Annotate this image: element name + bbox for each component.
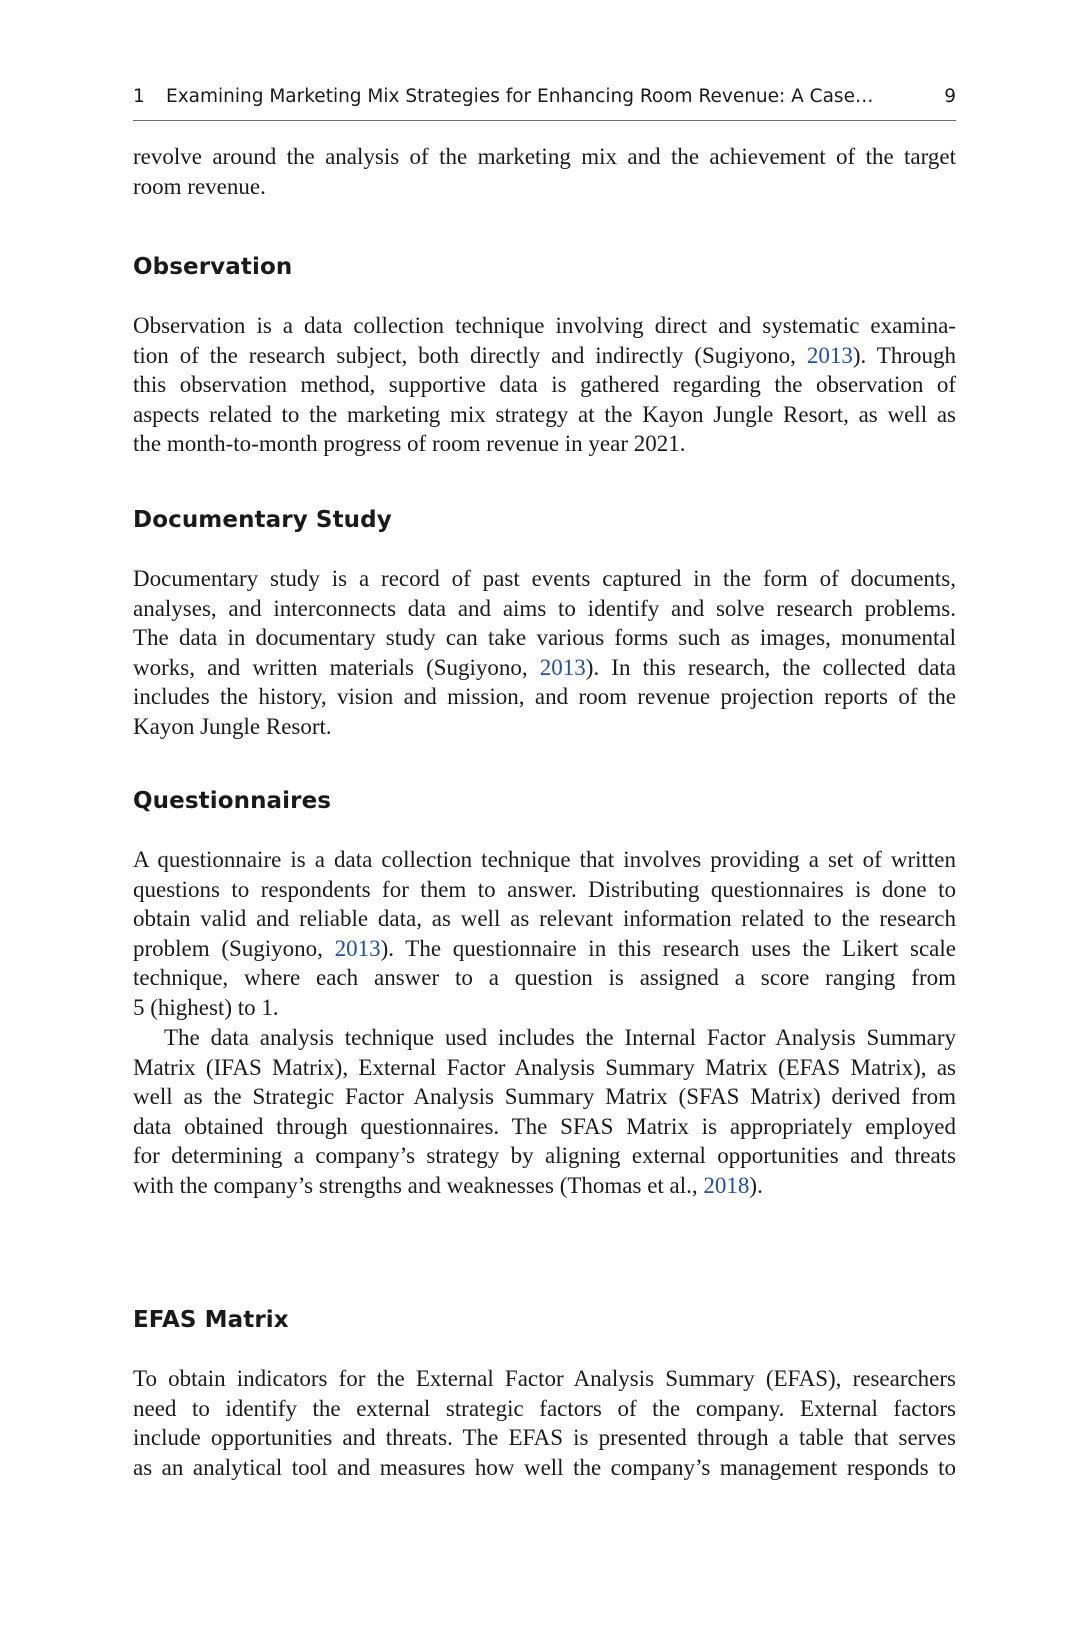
text-line: To obtain indicators for the External Factor Analysis Summary (EFAS), researchers [133,1366,956,1391]
section-heading-documentary-study: Documentary Study [133,507,392,533]
citation-link[interactable]: 2018 [703,1172,750,1198]
text-line: Documentary study is a record of past events captured in the form of documents, [133,566,956,591]
text-line: Kayon Jungle Resort. [133,713,332,739]
questionnaires-paragraph-2 [133,1023,956,1201]
text-line: data obtained through questionnaires. The SFAS Matrix is appropriately employed [133,1113,956,1139]
text-line: as an analytical tool and measures how well the company’s management responds to [133,1454,956,1480]
section-heading-observation: Observation [133,254,293,280]
documentary-paragraph [133,564,956,742]
text-line: room revenue. [133,173,266,199]
text-line: works, and written materials (Sugiyono, 2013). In this research, the collected data [133,654,957,680]
text-line: Matrix (IFAS Matrix), External Factor Analysis Summary Matrix (EFAS Matrix), as [133,1054,956,1080]
chapter-number: 1 [133,86,145,107]
questionnaires-paragraph-1 [133,845,956,1023]
section-heading-questionnaires: Questionnaires [133,788,332,814]
text-line: well as the Strategic Factor Analysis Summary Matrix (SFAS Matrix) derived from [133,1084,956,1110]
text-line: need to identify the external strategic factors of the company. External factors [133,1395,956,1421]
text-line: this observation method, supportive data is gathered regarding the observation of [133,372,956,398]
text-line: problem (Sugiyono, 2013). The questionnaire in this research uses the Likert scale [133,935,956,961]
text-line: with the company’s strengths and weaknesses (Thomas et al., 2018). [133,1172,763,1198]
text-line: The data analysis technique used includes the Internal Factor Analysis Summary [164,1025,956,1050]
text-line: includes the history, vision and mission, and room revenue projection reports of the [133,684,956,710]
text-line: revolve around the analysis of the marketing mix and the achievement of the target [133,144,956,169]
citation-link[interactable]: 2013 [334,935,381,961]
text-line: the month-to-month progress of room revenue in year 2021. [133,431,686,457]
page-number: 9 [944,86,956,107]
observation-paragraph [133,311,956,459]
text-line: analyses, and interconnects data and aims to identify and solve research problems. [133,595,956,621]
text-line: technique, where each answer to a question is assigned a score ranging from [133,965,956,991]
text-line: A questionnaire is a data collection technique that involves providing a set of written [133,847,956,872]
running-head [133,86,956,121]
text-line: The data in documentary study can take various forms such as images, monumental [133,625,956,651]
efas-paragraph [133,1364,956,1482]
citation-link[interactable]: 2013 [806,342,853,368]
text-line: obtain valid and reliable data, as well as relevant information related to the research [133,906,956,932]
citation-link[interactable]: 2013 [539,654,586,680]
text-line: include opportunities and threats. The EFAS is presented through a table that serves [133,1425,956,1451]
text-line: 5 (highest) to 1. [133,994,279,1020]
text-line: Observation is a data collection technique involving direct and systematic examina- [133,313,956,338]
text-line: aspects related to the marketing mix strategy at the Kayon Jungle Resort, as well as [133,401,956,427]
intro-paragraph [133,142,956,201]
running-head-title: Examining Marketing Mix Strategies for Enhancing Room Revenue: A Case… [166,86,874,107]
text-line: for determining a company’s strategy by aligning external opportunities and threats [133,1143,956,1169]
text-line: questions to respondents for them to answer. Distributing questionnaires is done to [133,876,956,902]
text-line: tion of the research subject, both directly and indirectly (Sugiyono, 2013). Through [133,342,956,368]
section-heading-efas-matrix: EFAS Matrix [133,1307,289,1333]
